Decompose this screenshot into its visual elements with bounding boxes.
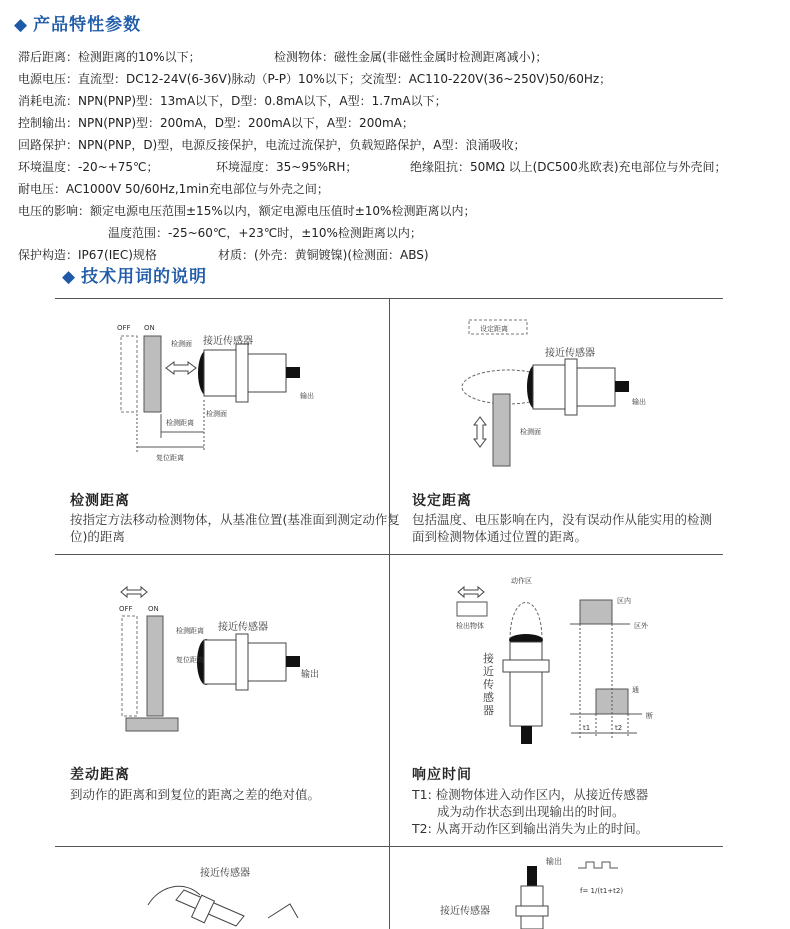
term-differential-distance: 差动距离 xyxy=(70,767,130,783)
label-detect-dist: 检测距离 xyxy=(166,419,194,427)
label-off: OFF xyxy=(119,605,133,613)
label-zone-in: 区内 xyxy=(617,597,631,605)
label-zone-out: 区外 xyxy=(634,622,648,630)
diamond-icon: ◆ xyxy=(62,267,77,287)
label-off: OFF xyxy=(117,324,131,332)
label-on-state: 通 xyxy=(632,686,639,694)
label-detect-face-2: 检测面 xyxy=(206,410,227,418)
desc-response-line3: T2: 从离开动作区到输出消失为止的时间。 xyxy=(412,821,649,836)
label-sensor: 接近传感器 xyxy=(218,622,268,633)
spec-hysteresis: 滞后距离：检测距离的10%以下； xyxy=(18,50,201,64)
spec-voltage-effect: 电压的影响：额定电源电压范围±15%以内，额定电源电压值时±10%检测距离以内； xyxy=(18,204,476,218)
label-sensor: 接近传感器 xyxy=(203,336,253,347)
desc-detection-distance: 按指定方法移动检测物体，从基准位置(基准面到测定动作复位)的距离 xyxy=(70,512,400,544)
label-sensor: 接近传感器 xyxy=(200,868,250,879)
spec-output: 控制输出：NPN(PNP)型：200mA，D型：200mA以下，A型：200mA； xyxy=(18,116,414,130)
label-target: 检出物体 xyxy=(456,622,484,630)
spec-protection: 回路保护：NPN(PNP，D)型，电源反接保护，电流过流保护，负载短路保护，A型：浪涌吸收； xyxy=(18,138,526,152)
label-off-state: 断 xyxy=(646,712,653,720)
label-output: 输出 xyxy=(632,398,646,406)
term-response-time: 响应时间 xyxy=(412,767,472,783)
section-title-text: 技术用词的说明 xyxy=(81,267,208,287)
spec-current: 消耗电流：NPN(PNP)型：13mA以下，D型：0.8mA以下，A型：1.7mA以下； xyxy=(18,94,447,108)
spec-protection-structure: 保护构造：IP67(IEC)规格 xyxy=(18,248,157,262)
label-set-dist: 设定距离 xyxy=(480,325,508,333)
label-detect-dist: 检测距离 xyxy=(176,627,204,635)
label-detect-face: 检测面 xyxy=(520,428,541,436)
label-action-zone: 动作区 xyxy=(511,577,532,585)
label-sensor: 接近传感器 xyxy=(545,348,595,359)
label-on: ON xyxy=(144,324,155,332)
section-title-text: 产品特性参数 xyxy=(33,15,142,35)
label-output: 输出 xyxy=(301,670,320,680)
term-set-distance: 设定距离 xyxy=(412,493,472,509)
desc-response-line1: T1: 检测物体进入动作区内，从接近传感器 xyxy=(412,787,649,802)
label-t2: t2 xyxy=(615,724,623,732)
label-t1: t1 xyxy=(583,724,591,732)
desc-differential-distance: 到动作的距离和到复位的距离之差的绝对值。 xyxy=(70,787,321,802)
spec-supply-voltage: 电源电压：直流型：DC12-24V(6-36V)脉动（P-P）10%以下；交流型：AC110-220V(36~250V)50/60Hz； xyxy=(18,72,612,86)
label-reset-dist: 复位距离 xyxy=(156,454,184,462)
term-detection-distance: 检测距离 xyxy=(70,493,130,509)
label-sensor: 接近传感器 xyxy=(440,906,490,917)
label-on: ON xyxy=(148,605,159,613)
diamond-icon: ◆ xyxy=(14,15,29,35)
label-output: 输出 xyxy=(546,857,562,866)
label-detect-face: 检测面 xyxy=(171,340,192,348)
desc-set-distance: 包括温度、电压影响在内，没有误动作从能实用的检测面到检测物体通过位置的距离。 xyxy=(412,512,713,544)
desc-response-line2: 成为动作状态到出现输出的时间。 xyxy=(437,804,625,819)
label-formula: f= 1/(t1+t2) xyxy=(580,887,624,895)
spec-humidity: 环境湿度：35~95%RH； xyxy=(216,160,358,174)
spec-withstand-voltage: 耐电压：AC1000V 50/60Hz,1min充电部位与外壳之间； xyxy=(18,182,329,196)
spec-material: 材质：(外壳：黄铜镀镍)(检测面：ABS) xyxy=(218,248,429,262)
spec-ambient-temp: 环境温度：-20~+75℃； xyxy=(18,160,159,174)
label-output: 输出 xyxy=(300,392,314,400)
label-sensor-vertical: 接近传感器 xyxy=(483,652,494,717)
label-reset-dist: 复位距离 xyxy=(176,656,204,664)
spec-insulation: 绝缘阻抗：50MΩ 以上(DC500兆欧表)充电部位与外壳间； xyxy=(410,160,727,174)
spec-target: 检测物体：磁性金属(非磁性金属时检测距离减小)； xyxy=(274,50,548,64)
spec-temp-range: 温度范围：-25~60℃，+23℃时，±10%检测距离以内； xyxy=(108,226,422,240)
